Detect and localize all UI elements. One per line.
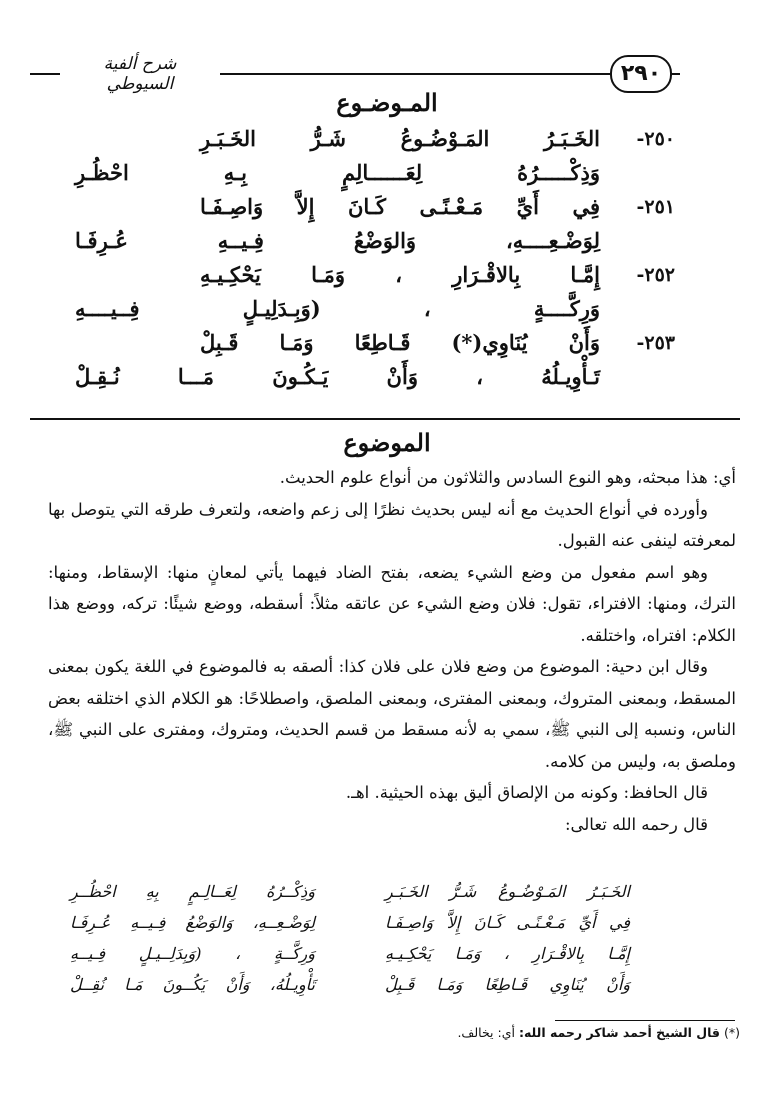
commentary-paragraph: قال الحافظ: وكونه من الإلصاق أليق بهذه الحيثية. اهـ. [345, 783, 708, 802]
footnote [300, 1025, 740, 1040]
verse-grid-row [70, 938, 630, 969]
verse-250-second [75, 156, 600, 190]
commentary-paragraph: أي: هذا مبحثه، وهو النوع السادس والثلاثون من أنواع علوم الحديث. [279, 468, 736, 487]
header-rule [30, 73, 60, 75]
commentary-paragraph: وأورده في أنواع الحديث مع أنه ليس بحديث نظرًا إلى زعم واضعه، ولتعرف طرقه التي يتوصل بها لمعرفته لينفى عنه القبول. [48, 499, 736, 550]
header-rule [220, 73, 610, 75]
verse-hemistich: الخَـبَـرُ المَـوْضُـوعُ شَـرُّ الخَـبَـرِ [200, 126, 600, 151]
verse-hemistich: وَرِكَّــــةٍ ، (وَبِـدَلِيـلٍ فِــيــــهِ [75, 296, 600, 321]
commentary-paragraph: وهو اسم مفعول من وضع الشيء يضعه، بفتح الضاد فيهما يأتي لمعانٍ منها: الإسقاط، ومنها: الترك، ومنها: الافتراء، تقول: فلان وضع الشيء عن عاتقه مثلاً: أسقطه، ووضع شيئًا: تركه، ووضع هذا الكلام: افتراه، واختلقه. [48, 562, 736, 645]
section-divider [30, 418, 740, 420]
verse-251-second [75, 224, 600, 258]
verse-number: ٢٥٠- [636, 128, 675, 150]
commentary-paragraph: وقال ابن دحية: الموضوع من وضع فلان على فلان كذا: ألصقه به فالموضوع في اللغة يكون بمعنى المسقط، وبمعنى المتروك، وبمعنى المفترى، وبمعنى الملصق، واصطلاحًا: هو الكلام الذي اختلقه بعض الناس، ونسبه إلى النبي ﷺ، سمي به لأنه مسقط من قسم الحديث، ومتروك، ومفترى على النبي ﷺ، وملصق به، وليس من كلامه. [48, 657, 736, 771]
verse-grid-row [70, 876, 630, 907]
verse-number: ٢٥١- [636, 196, 675, 218]
verse-number: ٢٥٢- [636, 264, 675, 286]
verse-number: ٢٥٣- [636, 332, 675, 354]
footnote-mark: (*) [723, 1025, 740, 1040]
verse-250-first [75, 122, 675, 156]
footnote-rule [555, 1020, 735, 1021]
verse-grid-right: فِي أَيِّ مَـعْـنًـى كَـانَ إِلاَّ وَاصِـفَـا [385, 913, 630, 932]
footnote-author: قال الشيخ أحمد شاكر رحمه الله: [518, 1025, 720, 1040]
header-rule [670, 73, 680, 75]
verse-252-first [75, 258, 675, 292]
verse-hemistich: إِمَّـا بِالاقْـرَارِ ، وَمَـا يَحْكِـيـهِ [200, 262, 600, 287]
poem-title: المـوضـوع [336, 88, 438, 117]
verse-grid-row [70, 969, 630, 1000]
verse-252-second [75, 292, 600, 326]
commentary-title: الموضوع [343, 428, 431, 457]
verse-hemistich: فِي أَيِّ مَـعْـنًـى كَـانَ إِلاَّ وَاصِـفَـا [200, 194, 600, 219]
verse-grid-left: لِوَضْـعِــهِ، وَالوَضْعُ فِـيــهِ عُـرِفَـا [70, 913, 315, 932]
verse-hemistich: وَذِكْـــــرُهُ لِعَــــــالِمٍ بِـهِ احْظُـرِ [75, 160, 600, 185]
verse-hemistich: لِوَضْـعِــــهِ، وَالوَضْعُ فِـيــهِ عُـرِفَـا [75, 228, 600, 253]
verse-grid [70, 876, 630, 1000]
footnote-text: أي: يخالف. [457, 1025, 515, 1040]
verse-253-second [75, 360, 600, 394]
verse-253-first [75, 326, 675, 360]
verse-grid-right: الخَـبَـرُ المَـوْضُـوعُ شَـرُّ الخَـبَـرِ [385, 882, 630, 901]
verse-hemistich: وَأَنْ يُنَاوِي(*) قَـاطِعًا وَمَـا قَـبِلْ [200, 330, 600, 355]
poem-verses [75, 122, 675, 394]
commentary-paragraph: قال رحمه الله تعالى: [564, 814, 708, 834]
verse-hemistich: تَـأْوِيـلُهُ ، وَأَنْ يَـكُـونَ مَـــا نُـقِـلْ [75, 364, 600, 389]
verse-grid-left: وَذِكْــرُهُ لِعَــالِـمٍ بِهِ احْظُــرِ [70, 882, 315, 901]
commentary-body [48, 462, 736, 840]
verse-grid-left: تَأْوِيـلُهُ، وَأَنْ يَكُــونَ مَـا نُقِــلْ [70, 975, 315, 994]
verse-grid-left: وَرِكَّــةٍ ، (وَبِدَلِــيـلٍ فِـيــهِ [70, 944, 315, 963]
running-title: شرح ألفية السيوطي [103, 54, 177, 94]
verse-grid-right: وَأَنْ يُنَاوِي قَـاطِعًا وَمَـا قَـبِلْ [385, 975, 630, 994]
verse-251-first [75, 190, 675, 224]
verse-grid-row [70, 907, 630, 938]
verse-grid-right: إِمَّـا بِالاقْـرَارِ ، وَمَـا يَحْكِـيـهِ [385, 944, 630, 963]
page-number: ٢٩٠ [610, 55, 672, 93]
